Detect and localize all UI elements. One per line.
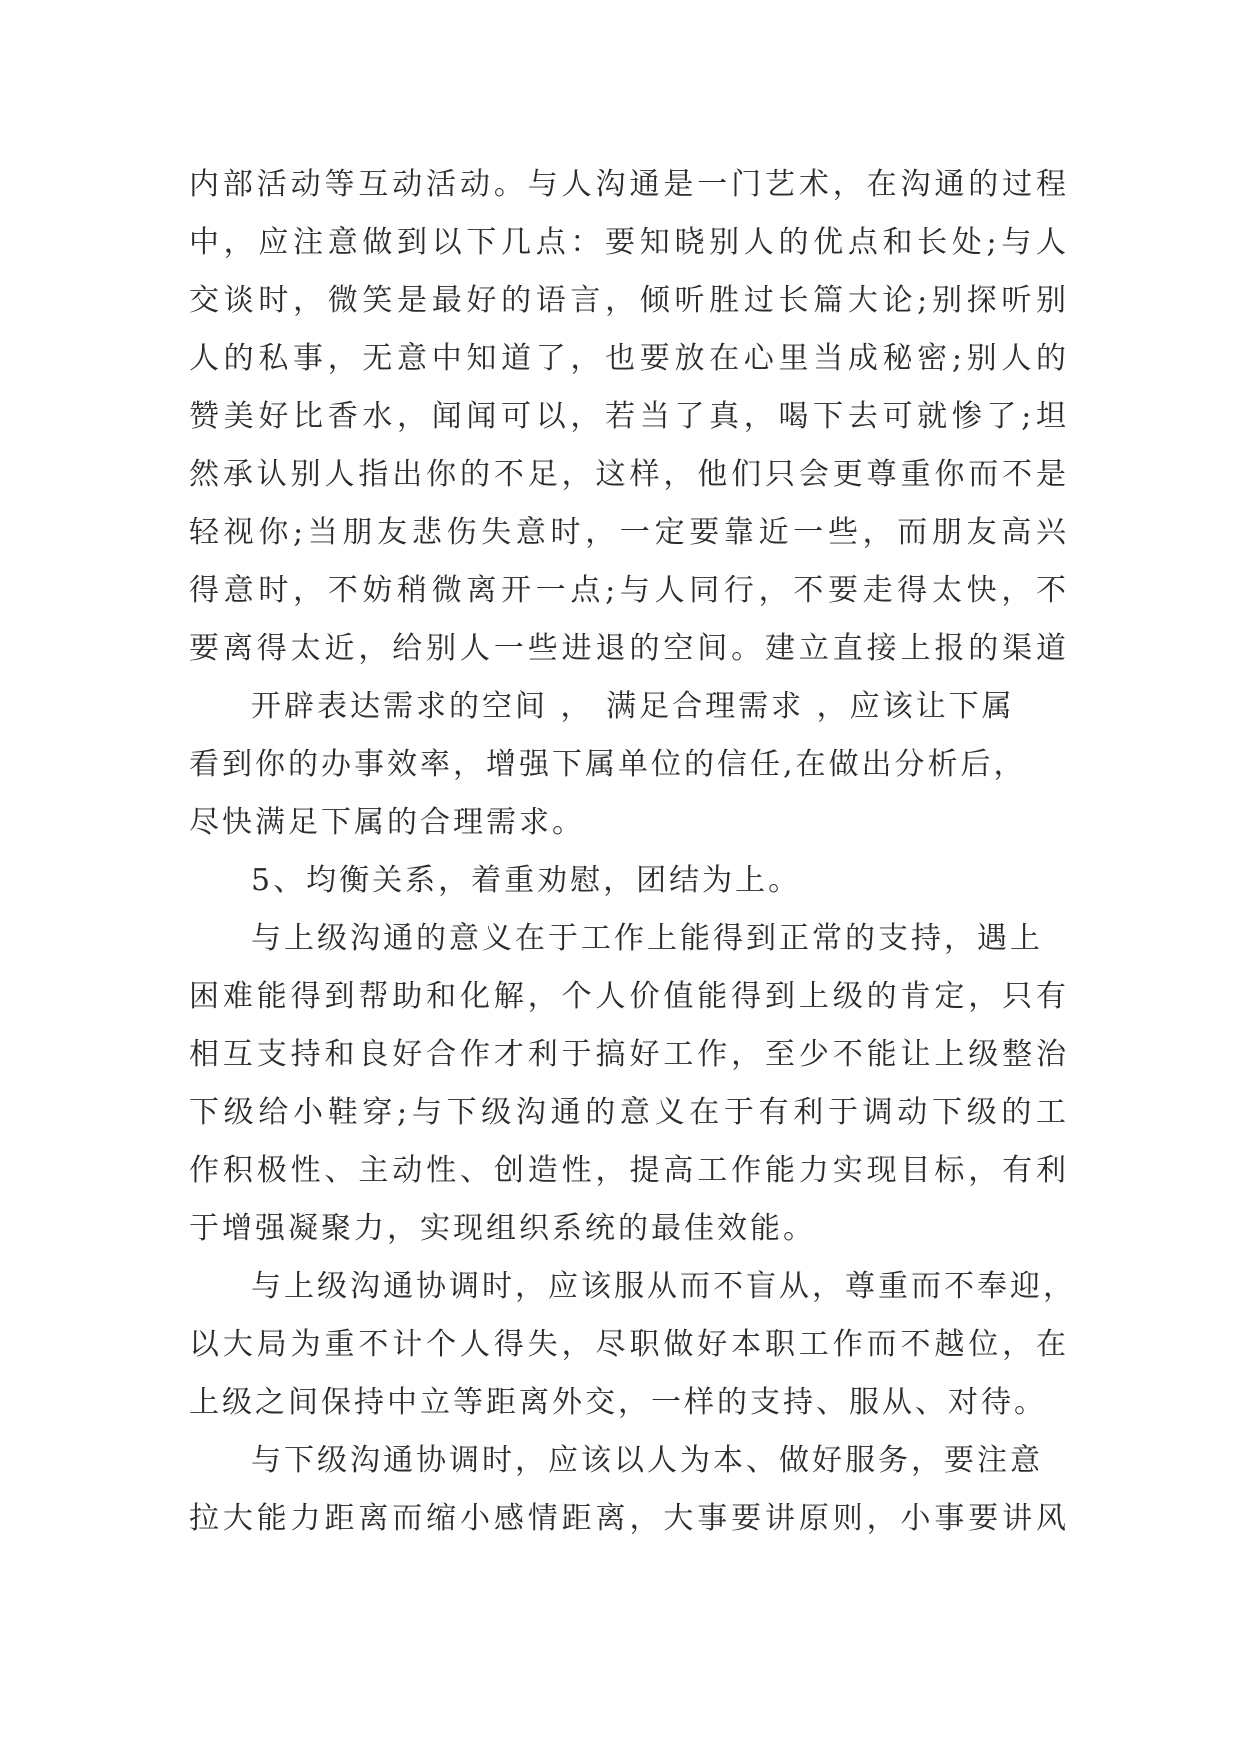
text-line: 要离得太近，给别人一些进退的空间。建立直接上报的渠道 (189, 631, 1069, 666)
text-line: 下级给小鞋穿;与下级沟通的意义在于有利于调动下级的工 (189, 1095, 1069, 1130)
text-line: 看到你的办事效率，增强下属单位的信任,在做出分析后， (189, 747, 1027, 782)
text-line: 与上级沟通协调时，应该服从而不盲从，尊重而不奉迎， (251, 1269, 1076, 1304)
text-line: 于增强凝聚力，实现组织系统的最佳效能。 (189, 1211, 816, 1246)
text-line: 作积极性、主动性、创造性，提高工作能力实现目标，有利 (189, 1153, 1069, 1188)
body-text (189, 156, 1076, 1548)
text-line: 以大局为重不计个人得失，尽职做好本职工作而不越位，在 (189, 1327, 1069, 1362)
text-line: 中，应注意做到以下几点：要知晓别人的优点和长处;与人 (189, 225, 1069, 260)
text-line: 内部活动等互动活动。与人沟通是一门艺术，在沟通的过程 (189, 167, 1069, 202)
text-line: 赞美好比香水，闻闻可以，若当了真，喝下去可就惨了;坦 (189, 399, 1069, 434)
text-line: 拉大能力距离而缩小感情距离，大事要讲原则，小事要讲风 (189, 1501, 1069, 1536)
text-line: 人的私事，无意中知道了，也要放在心里当成秘密;别人的 (189, 341, 1069, 376)
section-heading: 5、均衡关系，着重劝慰，团结为上。 (251, 863, 802, 898)
text-line: 得意时，不妨稍微离开一点;与人同行，不要走得太快，不 (189, 573, 1069, 608)
text-line: 困难能得到帮助和化解，个人价值能得到上级的肯定，只有 (189, 979, 1069, 1014)
text-line: 与上级沟通的意义在于工作上能得到正常的支持，遇上 (251, 921, 1043, 956)
text-line: 交谈时，微笑是最好的语言，倾听胜过长篇大论;别探听别 (189, 283, 1069, 318)
text-line: 尽快满足下属的合理需求。 (189, 805, 585, 840)
text-line: 开辟表达需求的空间 ， 满足合理需求 ，应该让下属 (251, 689, 1015, 724)
text-line: 然承认别人指出你的不足，这样，他们只会更尊重你而不是 (189, 457, 1069, 492)
text-line: 与下级沟通协调时，应该以人为本、做好服务，要注意 (251, 1443, 1043, 1478)
text-line: 轻视你;当朋友悲伤失意时，一定要靠近一些，而朋友高兴 (189, 515, 1069, 550)
text-line: 相互支持和良好合作才利于搞好工作，至少不能让上级整治 (189, 1037, 1069, 1072)
text-line: 上级之间保持中立等距离外交，一样的支持、服从、对待。 (189, 1385, 1047, 1420)
